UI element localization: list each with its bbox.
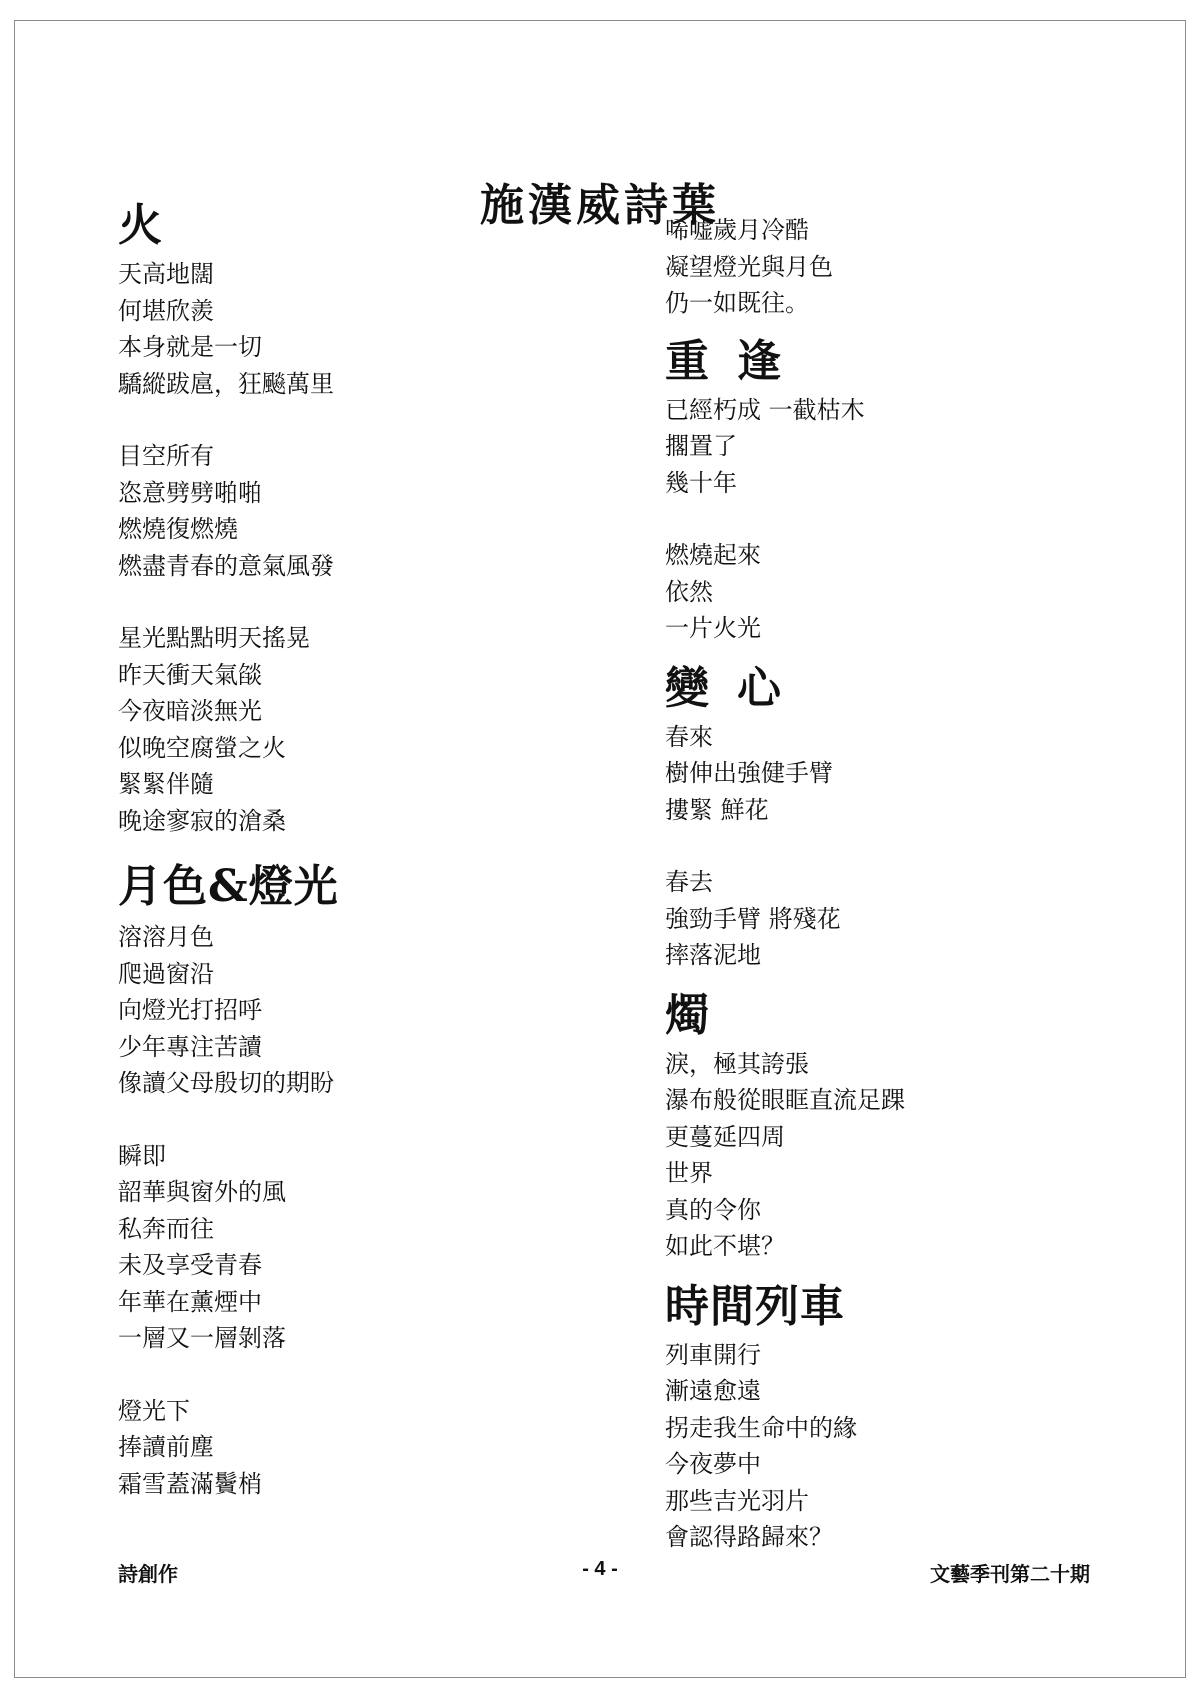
poem-line: 春來 bbox=[665, 722, 713, 751]
footer-issue-label: 文藝季刊第二十期 bbox=[930, 1564, 1090, 1586]
poem-line: 拐走我生命中的緣 bbox=[665, 1413, 857, 1442]
poem-body-change-heart bbox=[665, 719, 1165, 974]
poem-title-fire: 火 bbox=[118, 200, 163, 251]
poem-body-moonlight bbox=[118, 919, 618, 1502]
poem-line: 驕縱跋扈，狂飈萬里 bbox=[118, 369, 334, 398]
poem-line: 緊緊伴隨 bbox=[118, 770, 214, 798]
poem-body-time-train bbox=[665, 1337, 1165, 1556]
poem-line: 年華在薰煙中 bbox=[118, 1287, 262, 1316]
poem-title-moonlight: 月色&燈光 bbox=[118, 861, 339, 912]
poem-candle bbox=[665, 988, 1165, 1265]
poem-body-moonlight-continued bbox=[665, 212, 1165, 322]
poem-stanza bbox=[118, 620, 618, 839]
poem-moonlight bbox=[118, 859, 618, 1502]
poem-line: 摔落泥地 bbox=[665, 941, 761, 969]
poem-line: 那些吉光羽片 bbox=[665, 1486, 809, 1515]
poem-line: 今夜暗淡無光 bbox=[118, 697, 262, 725]
poem-change-heart bbox=[665, 661, 1165, 974]
poem-line: 擱置了 bbox=[665, 432, 737, 460]
poem-line: 瀑布般從眼眶直流足踝 bbox=[665, 1086, 905, 1114]
poem-moonlight-continued bbox=[665, 212, 1165, 322]
poem-line: 一片火光 bbox=[665, 614, 761, 642]
poem-line: 似晚空腐螢之火 bbox=[118, 733, 286, 762]
poem-title-reunion: 重逢 bbox=[665, 335, 809, 387]
poem-stanza bbox=[665, 1046, 1165, 1265]
poem-title-candle: 燭 bbox=[665, 989, 710, 1041]
poem-stanza bbox=[665, 864, 1165, 974]
poem-body-fire bbox=[118, 256, 618, 839]
poem-line: 更蔓延四周 bbox=[665, 1122, 785, 1151]
poem-stanza bbox=[118, 1138, 618, 1357]
poem-reunion bbox=[665, 334, 1165, 647]
poem-line: 依然 bbox=[665, 577, 713, 606]
poem-stanza bbox=[665, 719, 1165, 829]
poem-line: 真的令你 bbox=[665, 1195, 761, 1224]
poem-stanza bbox=[118, 438, 618, 584]
left-column bbox=[118, 200, 618, 1502]
poem-line: 燃燒起來 bbox=[665, 541, 761, 569]
poem-stanza bbox=[118, 256, 618, 402]
poem-stanza bbox=[665, 212, 1165, 322]
poem-line: 幾十年 bbox=[665, 468, 737, 497]
poem-line: 少年專注苦讀 bbox=[118, 1032, 262, 1061]
poem-body-candle bbox=[665, 1046, 1165, 1265]
right-column bbox=[665, 212, 1165, 1556]
poem-fire bbox=[118, 198, 618, 839]
poem-line: 溶溶月色 bbox=[118, 923, 214, 951]
poem-stanza bbox=[118, 1393, 618, 1503]
poem-line: 會認得路歸來？ bbox=[665, 1523, 833, 1551]
footer-page-number: - 4 - bbox=[582, 1558, 618, 1580]
poem-line: 本身就是一切 bbox=[118, 333, 262, 361]
poem-line: 向燈光打招呼 bbox=[118, 996, 262, 1024]
poem-line: 世界 bbox=[665, 1159, 713, 1187]
poem-line: 如此不堪？ bbox=[665, 1232, 785, 1260]
poem-line: 強勁手臂 將殘花 bbox=[665, 904, 841, 933]
poem-line: 像讀父母殷切的期盼 bbox=[118, 1069, 334, 1097]
poem-line: 凝望燈光與月色 bbox=[665, 252, 833, 281]
poem-line: 摟緊 鮮花 bbox=[665, 795, 769, 824]
poem-line: 瞬即 bbox=[118, 1141, 166, 1170]
poem-body-reunion bbox=[665, 392, 1165, 647]
poem-stanza bbox=[665, 1337, 1165, 1556]
poem-line: 今夜夢中 bbox=[665, 1450, 761, 1478]
poem-line: 仍一如既往。 bbox=[665, 289, 809, 317]
poem-line: 私奔而往 bbox=[118, 1214, 214, 1243]
poem-line: 目空所有 bbox=[118, 442, 214, 470]
poem-title-time-train: 時間列車 bbox=[665, 1280, 845, 1332]
poem-line: 樹伸出強健手臂 bbox=[665, 759, 833, 787]
poem-line: 燃燒復燃燒 bbox=[118, 515, 238, 543]
poem-stanza bbox=[665, 537, 1165, 647]
poem-line: 漸遠愈遠 bbox=[665, 1377, 761, 1405]
poem-line: 一層又一層剝落 bbox=[118, 1324, 286, 1352]
poem-line: 未及享受青春 bbox=[118, 1251, 262, 1279]
poem-stanza bbox=[665, 392, 1165, 502]
poem-line: 爬過窗沿 bbox=[118, 959, 214, 988]
poem-line: 燃盡青春的意氣風發 bbox=[118, 551, 334, 580]
poem-line: 唏嘘歲月冷酷 bbox=[665, 216, 809, 244]
page-title: 施漢威詩葉 bbox=[480, 180, 720, 232]
poem-line: 捧讀前塵 bbox=[118, 1433, 214, 1461]
poem-line: 春去 bbox=[665, 868, 713, 896]
poem-line: 霜雪蓋滿鬢梢 bbox=[118, 1469, 262, 1498]
poem-line: 燈光下 bbox=[118, 1396, 190, 1425]
poem-line: 天高地闊 bbox=[118, 260, 214, 288]
poem-line: 何堪欣羨 bbox=[118, 296, 214, 325]
poem-line: 恣意劈劈啪啪 bbox=[118, 478, 262, 507]
poem-line: 淚，極其誇張 bbox=[665, 1049, 809, 1078]
poem-time-train bbox=[665, 1279, 1165, 1556]
poem-title-change-heart: 變心 bbox=[665, 662, 809, 714]
footer-section-label: 詩創作 bbox=[118, 1564, 178, 1586]
poem-line: 昨天衝天氣燄 bbox=[118, 660, 262, 689]
poem-stanza bbox=[118, 919, 618, 1102]
poem-line: 已經朽成 一截枯木 bbox=[665, 395, 865, 424]
poem-line: 列車開行 bbox=[665, 1340, 761, 1369]
poem-line: 星光點點明天搖晃 bbox=[118, 624, 310, 652]
poem-line: 晚途寥寂的滄桑 bbox=[118, 806, 286, 835]
poem-line: 韶華與窗外的風 bbox=[118, 1178, 286, 1206]
